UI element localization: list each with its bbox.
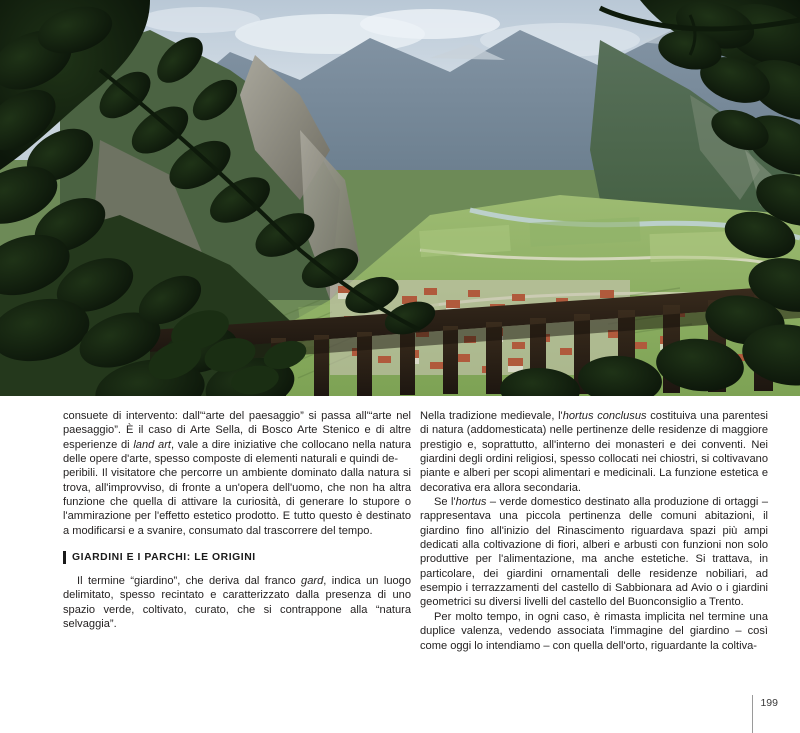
paragraph-right-3: Per molto tempo, in ogni caso, è rimasta implicita nel termine una duplice valenza, vedendo associata l'immagine del giardino – così come oggi lo intendiamo – con quella dell'orto, riguardante la coltiva-	[420, 610, 768, 652]
paragraph-left-2: peribili. Il visitatore che percorre un ambiente dominato dalla natura si trova, all'improvviso, di fronte a un'opera dell'uomo, che non ha altra funzione che quella di attivare la curiosità, di generare lo stupore o l'ammirazione per l'effetto estetico prodotto. E tutto questo è destinato a modificarsi e a svanire, consumato dal trascorrere del tempo.	[63, 467, 411, 537]
paragraph-left-3	[63, 574, 411, 631]
page-number: 199	[760, 697, 778, 709]
folio	[752, 695, 778, 733]
right-column	[420, 409, 768, 653]
folio-rule	[752, 695, 753, 733]
paragraph-left-1	[63, 409, 411, 466]
paragraph-right-1	[420, 409, 768, 495]
italic-gard: gard	[301, 575, 324, 588]
italic-land-art: land art	[133, 438, 171, 451]
section-heading-bar	[63, 551, 66, 564]
paragraph-left-3-text-a: Il termine “giardino”, che deriva dal franco	[77, 575, 302, 588]
italic-hortus-conclusus: hortus conclusus	[562, 410, 647, 422]
left-column	[63, 409, 411, 631]
paragraph-left-3-text-b: , indica un luogo delimitato, spesso recintato e caratterizzato dalla presenza di uno spazio verde, coltivato, curato, che si contrappone alla “natura selvaggia”.	[63, 575, 411, 631]
italic-hortus: hortus	[455, 496, 487, 509]
paragraph-left-1-text-a: consuete di intervento: dall'“arte del paesaggio” si passa all'“arte nel paesaggio”. È il caso di Arte Sella, di Bosco Arte Stenico e di altre esperienze di	[63, 410, 411, 451]
paragraph-right-1-text-a: Nella tradizione medievale, l'	[420, 410, 563, 422]
section-heading-text: GIARDINI E I PARCHI: LE ORIGINI	[72, 552, 256, 564]
paragraph-right-1-text-b: costituiva una parentesi di natura (addomesticata) nelle pertinenze delle residenze di maggiore prestigio e, soprattutto, all'interno dei monasteri e dei conventi. Nei giardini degli ordini religiosi, spesso collocati nei chiostri, si coltivavano piante e alberi per scopi alimentari e medicinali. La funzione estetica e decorativa era allora secondaria.	[420, 410, 768, 494]
section-heading	[63, 551, 411, 564]
paragraph-right-2-text-b: – verde domestico destinato alla produzione di ortaggi – rappresentava una piccola pertinenza delle comuni abitazioni, il giardino fino all'inizio del Rinascimento riguardava spazi più ampi dedicati alla coltivazione di fiori, alberi e arbusti con funzioni non solo produttive per l'alimentazione, ma anche estetiche. Si trattava, in particolare, dei giardini ornamentali delle residenze nobiliari, ad esempio i terrazzamenti del castello di Sabbionara ad Avio o i giardini geometrici su diversi livelli del castello del Buonconsiglio a Trento.	[420, 496, 769, 609]
text-columns	[0, 409, 800, 699]
paragraph-right-2	[420, 495, 768, 610]
paragraph-right-2-text-a: Se l'	[434, 496, 456, 509]
paragraph-left-1-text-b: , vale a dire iniziative che collocano nella natura delle opere d'arte, spesso composte di elementi naturali e quindi de-	[63, 438, 411, 466]
